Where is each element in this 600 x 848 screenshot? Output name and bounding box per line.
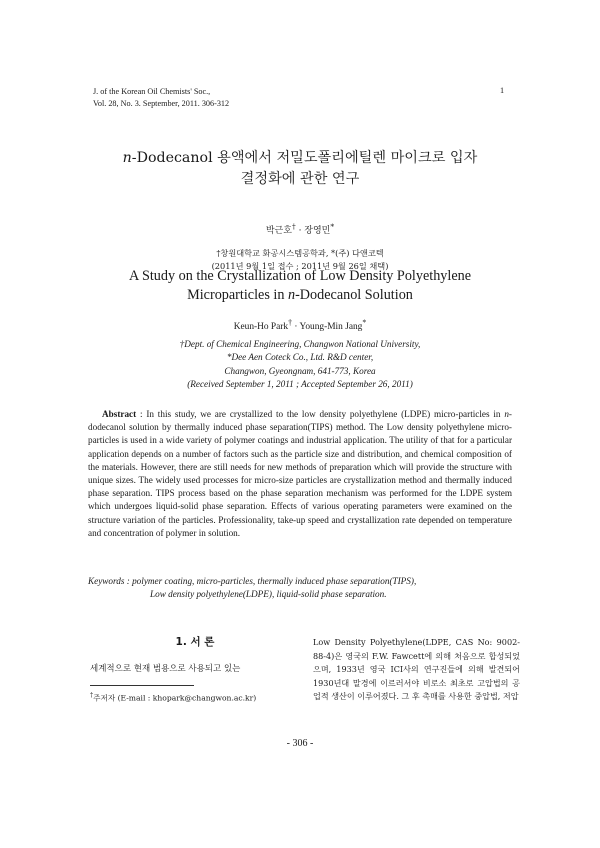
author2-korean: 장영민 xyxy=(304,226,331,236)
keywords-line2: Low density polyethylene(LDPE), liquid-solid phase separation. xyxy=(150,589,387,600)
page-footer: - 306 - xyxy=(286,738,314,749)
right-column xyxy=(313,636,520,704)
english-affiliation-line3: Changwon, Gyeongnam, 641-773, Korea xyxy=(224,365,376,376)
korean-title-line1: -Dodecanol 용액에서 저밀도폴리에틸렌 마이크로 입자 xyxy=(131,150,478,166)
english-title-line1: A Study on the Crystallization of Low Density Polyethylene xyxy=(128,268,472,284)
abstract xyxy=(88,408,512,540)
keywords-line1: : polymer coating, micro-particles, thermally induced phase separation(TIPS), xyxy=(124,576,417,586)
english-author-separator: · xyxy=(292,322,300,333)
abstract-italic: n xyxy=(504,409,509,419)
author-separator: · xyxy=(295,226,305,236)
korean-title-italic-prefix: n xyxy=(122,150,132,166)
english-dates: (Received September 1, 2011 ; Accepted September 26, 2011) xyxy=(187,379,413,390)
keywords-label: Keywords xyxy=(88,576,125,586)
keywords xyxy=(88,575,512,601)
english-title xyxy=(40,267,560,304)
footnote-rule xyxy=(90,685,194,686)
korean-dates: (2011년 9월 1일 접수 ; 2011년 9월 26일 채택) xyxy=(211,260,389,271)
english-authors xyxy=(60,318,540,332)
left-column-text: 세계적으로 현재 범용으로 사용되고 있는 xyxy=(90,664,241,674)
abstract-text-b: -dodecanol solution by thermally induced phase separation(TIPS) method. The Low density polyethylene micro-particles is used in a wide variety of polymer coatings and industrial application. The utility of that for a particular application depends on a number of factors such as the particle size and distribution, and chemical composition of the materials. However, there are still needs for new methods of preparation which will provide the structure with unique sizes. The widely used processes for micro-size particles are crystallization method and thermally induced phase separation. TIPS process based on the phase separation mechanism was performed for the LDPE system which undergoes liquid-solid phase separation. Effects of various operating parameters were examined on the structure variation of the particles. Professionality, take-up speed and crystallization rate depended on temperature and concentration of polymer in solution. xyxy=(88,409,512,538)
korean-title-line2: 결정화에 관한 연구 xyxy=(240,171,360,187)
footnote-mark: † xyxy=(90,692,94,699)
author1-korean: 박근호 xyxy=(265,226,292,236)
footnote xyxy=(90,692,256,704)
author1-english-mark: † xyxy=(288,318,293,327)
section-heading-introduction: 1. 서 론 xyxy=(175,636,215,648)
journal-volume: Vol. 28, No. 3. September, 2011. 306-312 xyxy=(93,99,230,108)
korean-title xyxy=(60,148,540,190)
abstract-label: Abstract xyxy=(102,409,137,419)
author1-mark: † xyxy=(291,222,296,231)
journal-name: J. of the Korean Oil Chemists' Soc., xyxy=(93,87,211,96)
english-affiliation-line1: †Dept. of Chemical Engineering, Changwon National University, xyxy=(179,339,421,349)
footnote-text: 주저자 (E-mail : khopark@changwon.ac.kr) xyxy=(93,693,257,703)
abstract-text-a: In this study, we are crystallized to the low density polyethylene (LDPE) micro-particles in xyxy=(146,409,505,419)
abstract-colon: : xyxy=(136,409,147,419)
author1-english: Keun-Ho Park xyxy=(233,322,289,333)
english-title-line2-post: -Dodecanol Solution xyxy=(295,286,413,303)
author2-english-mark: * xyxy=(362,318,367,327)
right-column-text: Low Density Polyethylene(LDPE, CAS No: 9002-88-4)은 영국의 F.W. Fawcett에 의해 처음으로 합성되었으며, 1933년 영국 ICI사의 연구진들에 의해 발견되어 1930년대 말경에 이르러서야 비로소 최초로 고압법의 공업적 생산이 이루어졌다. 그 후 촉매를 사용한 중압법, 저압 xyxy=(313,637,520,702)
author2-english: Young-Min Jang xyxy=(299,322,363,333)
english-affiliation-line2: *Dee Aen Coteck Co., Ltd. R&D center, xyxy=(226,352,374,363)
korean-affiliation-line1: †창원대학교 화공시스템공학과, *(주) 다앤코텍 xyxy=(216,248,384,258)
korean-authors xyxy=(60,222,540,236)
english-title-line2-pre: Microparticles in xyxy=(187,286,288,303)
author2-mark: * xyxy=(330,222,335,231)
english-affiliation xyxy=(60,338,540,392)
english-title-italic: n xyxy=(287,286,296,303)
journal-header xyxy=(93,86,229,110)
page-number-top: 1 xyxy=(500,86,505,95)
